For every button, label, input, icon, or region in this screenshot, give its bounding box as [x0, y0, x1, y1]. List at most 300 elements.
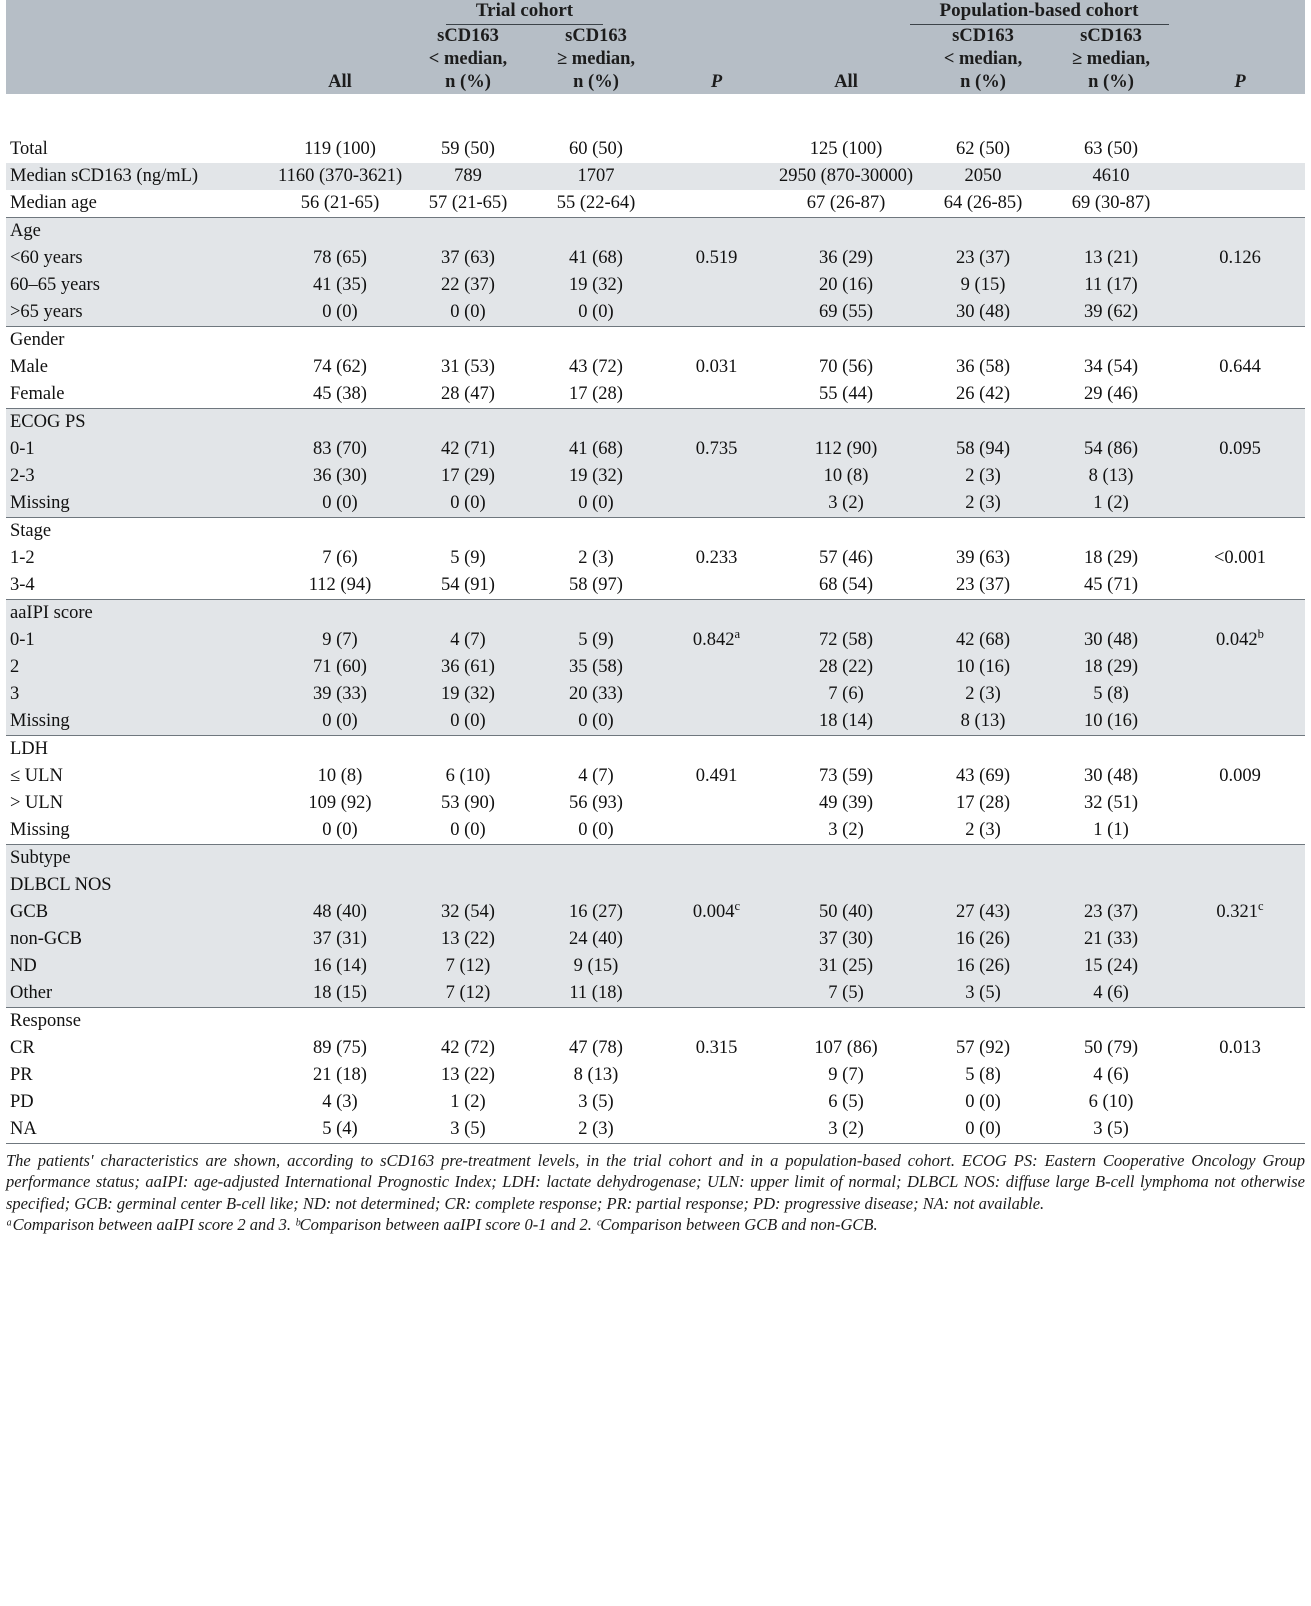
- row-cell: 39 (62): [1047, 299, 1175, 327]
- row-cell: 7 (12): [404, 980, 532, 1008]
- row-cell: 2950 (870-30000): [773, 163, 919, 190]
- row-label: 60–65 years: [6, 272, 276, 299]
- column-header-trial-all: All: [276, 25, 404, 94]
- row-cell: 15 (24): [1047, 953, 1175, 980]
- row-cell: 0.009: [1175, 763, 1305, 790]
- row-cell: [532, 327, 660, 355]
- row-cell: [919, 409, 1047, 437]
- row-cell: 107 (86): [773, 1035, 919, 1062]
- row-cell: 26 (42): [919, 381, 1047, 409]
- row-cell: [1175, 381, 1305, 409]
- row-cell: 50 (40): [773, 899, 919, 926]
- row-cell: 7 (12): [404, 953, 532, 980]
- row-cell: 17 (29): [404, 463, 532, 490]
- table-row: [6, 272, 1305, 299]
- row-cell: [660, 872, 773, 899]
- row-cell: [1175, 327, 1305, 355]
- row-cell: [1047, 218, 1175, 246]
- row-label: Median age: [6, 190, 276, 218]
- row-cell: 6 (5): [773, 1089, 919, 1116]
- row-cell: <0.001: [1175, 545, 1305, 572]
- row-cell: [404, 218, 532, 246]
- row-cell: 13 (22): [404, 926, 532, 953]
- row-label: Total: [6, 136, 276, 163]
- row-label: Missing: [6, 817, 276, 845]
- row-cell: 1 (2): [404, 1089, 532, 1116]
- row-cell: [1175, 1116, 1305, 1143]
- row-cell: 39 (33): [276, 681, 404, 708]
- row-cell: [660, 1062, 773, 1089]
- table-row: [6, 545, 1305, 572]
- row-cell: 7 (6): [276, 545, 404, 572]
- row-cell: [660, 1008, 773, 1036]
- row-cell: 112 (94): [276, 572, 404, 600]
- group-header-trial: Trial cohort: [276, 0, 773, 25]
- row-cell: [1175, 1062, 1305, 1089]
- column-header-population-below-median: sCD163 < median, n (%): [919, 25, 1047, 94]
- table-row: [6, 627, 1305, 654]
- row-cell: 7 (5): [773, 980, 919, 1008]
- group-header-population: Population-based cohort: [773, 0, 1305, 25]
- row-cell: 2 (3): [532, 545, 660, 572]
- row-cell: 10 (8): [773, 463, 919, 490]
- table-row: [6, 1116, 1305, 1143]
- group-header-row: [6, 0, 1305, 25]
- row-cell: 24 (40): [532, 926, 660, 953]
- row-cell: [532, 409, 660, 437]
- row-cell: [660, 600, 773, 628]
- row-cell: 8 (13): [1047, 463, 1175, 490]
- row-label: GCB: [6, 899, 276, 926]
- row-cell: 3 (2): [773, 490, 919, 518]
- row-cell: 3 (2): [773, 1116, 919, 1143]
- row-cell: [532, 218, 660, 246]
- row-cell: [532, 600, 660, 628]
- row-cell: [660, 654, 773, 681]
- row-cell: 2050: [919, 163, 1047, 190]
- row-cell: [1175, 845, 1305, 873]
- row-cell: 13 (21): [1047, 245, 1175, 272]
- row-label: 0-1: [6, 436, 276, 463]
- table-row: [6, 600, 1305, 628]
- row-cell: 41 (35): [276, 272, 404, 299]
- row-cell: 36 (61): [404, 654, 532, 681]
- row-cell: 0 (0): [276, 708, 404, 736]
- row-cell: 0.842$^a$: [660, 627, 773, 654]
- row-cell: [404, 409, 532, 437]
- row-cell: 1 (1): [1047, 817, 1175, 845]
- row-cell: 74 (62): [276, 354, 404, 381]
- row-cell: 28 (47): [404, 381, 532, 409]
- row-cell: 1160 (370-3621): [276, 163, 404, 190]
- row-cell: 17 (28): [532, 381, 660, 409]
- table-row: [6, 409, 1305, 437]
- row-cell: [1175, 736, 1305, 764]
- table-row: [6, 654, 1305, 681]
- row-cell: [660, 736, 773, 764]
- row-cell: 49 (39): [773, 790, 919, 817]
- row-cell: 67 (26-87): [773, 190, 919, 218]
- row-cell: 21 (18): [276, 1062, 404, 1089]
- row-label: PD: [6, 1089, 276, 1116]
- row-cell: [660, 381, 773, 409]
- row-cell: 6 (10): [404, 763, 532, 790]
- row-cell: 55 (22-64): [532, 190, 660, 218]
- row-cell: 0.126: [1175, 245, 1305, 272]
- row-cell: 0 (0): [532, 708, 660, 736]
- row-cell: 72 (58): [773, 627, 919, 654]
- table-row: [6, 245, 1305, 272]
- row-cell: 2 (3): [919, 817, 1047, 845]
- row-cell: 2 (3): [919, 463, 1047, 490]
- column-header-trial-above-median: sCD163 ≥ median, n (%): [532, 25, 660, 94]
- table-footnote: [6, 1143, 1305, 1234]
- row-cell: [404, 327, 532, 355]
- row-cell: 0 (0): [404, 299, 532, 327]
- row-cell: 50 (79): [1047, 1035, 1175, 1062]
- row-cell: [1175, 190, 1305, 218]
- table-row: [6, 490, 1305, 518]
- row-cell: 125 (100): [773, 136, 919, 163]
- table-row: [6, 463, 1305, 490]
- row-cell: 5 (4): [276, 1116, 404, 1143]
- row-cell: 11 (18): [532, 980, 660, 1008]
- row-cell: 21 (33): [1047, 926, 1175, 953]
- row-cell: 0 (0): [532, 299, 660, 327]
- row-cell: [660, 163, 773, 190]
- row-cell: [1175, 790, 1305, 817]
- row-cell: 0 (0): [919, 1116, 1047, 1143]
- row-cell: [1175, 218, 1305, 246]
- footnote-marker: c: [1258, 899, 1264, 914]
- row-cell: [1175, 163, 1305, 190]
- row-cell: [660, 980, 773, 1008]
- row-cell: 68 (54): [773, 572, 919, 600]
- row-cell: 0 (0): [532, 490, 660, 518]
- row-cell: 3 (2): [773, 817, 919, 845]
- row-label: Gender: [6, 327, 276, 355]
- row-cell: [1175, 600, 1305, 628]
- row-cell: 48 (40): [276, 899, 404, 926]
- row-cell: 18 (29): [1047, 654, 1175, 681]
- row-label: 3: [6, 681, 276, 708]
- row-cell: [773, 600, 919, 628]
- table-row: [6, 980, 1305, 1008]
- row-cell: [773, 1008, 919, 1036]
- row-cell: 83 (70): [276, 436, 404, 463]
- row-cell: [1175, 490, 1305, 518]
- row-cell: 31 (53): [404, 354, 532, 381]
- row-cell: 0.004$^c$: [660, 899, 773, 926]
- row-cell: 89 (75): [276, 1035, 404, 1062]
- row-cell: [660, 327, 773, 355]
- row-cell: 58 (94): [919, 436, 1047, 463]
- row-cell: 45 (71): [1047, 572, 1175, 600]
- row-cell: [660, 518, 773, 546]
- row-cell: 119 (100): [276, 136, 404, 163]
- row-cell: 789: [404, 163, 532, 190]
- row-cell: 4 (7): [532, 763, 660, 790]
- row-cell: 23 (37): [1047, 899, 1175, 926]
- row-cell: 9 (7): [773, 1062, 919, 1089]
- row-label: Missing: [6, 708, 276, 736]
- row-cell: 3 (5): [919, 980, 1047, 1008]
- row-cell: 36 (30): [276, 463, 404, 490]
- row-cell: 64 (26-85): [919, 190, 1047, 218]
- header-spacer-cell: [6, 94, 1305, 136]
- row-cell: [532, 736, 660, 764]
- table-row: [6, 926, 1305, 953]
- row-cell: [660, 845, 773, 873]
- row-cell: [1047, 409, 1175, 437]
- row-cell: 58 (97): [532, 572, 660, 600]
- row-cell: 18 (29): [1047, 545, 1175, 572]
- row-cell: [660, 708, 773, 736]
- row-cell: 10 (16): [919, 654, 1047, 681]
- row-cell: 42 (68): [919, 627, 1047, 654]
- table-row: [6, 190, 1305, 218]
- row-cell: 63 (50): [1047, 136, 1175, 163]
- row-cell: 31 (25): [773, 953, 919, 980]
- row-cell: 62 (50): [919, 136, 1047, 163]
- row-cell: 0 (0): [532, 817, 660, 845]
- row-cell: 0 (0): [276, 299, 404, 327]
- row-cell: 29 (46): [1047, 381, 1175, 409]
- row-cell: 0.233: [660, 545, 773, 572]
- table-row: [6, 136, 1305, 163]
- row-cell: 32 (51): [1047, 790, 1175, 817]
- row-label: > ULN: [6, 790, 276, 817]
- row-cell: [1175, 953, 1305, 980]
- row-cell: 42 (71): [404, 436, 532, 463]
- row-cell: 0 (0): [404, 490, 532, 518]
- row-cell: 22 (37): [404, 272, 532, 299]
- row-cell: 8 (13): [532, 1062, 660, 1089]
- row-label: ND: [6, 953, 276, 980]
- row-cell: 41 (68): [532, 436, 660, 463]
- row-cell: 36 (29): [773, 245, 919, 272]
- row-label: Other: [6, 980, 276, 1008]
- row-cell: 2 (3): [919, 490, 1047, 518]
- row-cell: [1047, 518, 1175, 546]
- row-cell: [1175, 708, 1305, 736]
- table-row: [6, 845, 1305, 873]
- row-cell: 37 (63): [404, 245, 532, 272]
- row-cell: 0.315: [660, 1035, 773, 1062]
- table-row: [6, 218, 1305, 246]
- row-cell: [276, 218, 404, 246]
- row-cell: [404, 845, 532, 873]
- table-row: [6, 681, 1305, 708]
- row-cell: 8 (13): [919, 708, 1047, 736]
- table-row: [6, 763, 1305, 790]
- row-cell: 0.042$^b$: [1175, 627, 1305, 654]
- row-cell: [660, 463, 773, 490]
- row-cell: [276, 409, 404, 437]
- row-cell: [660, 953, 773, 980]
- row-label: NA: [6, 1116, 276, 1143]
- row-cell: 16 (26): [919, 953, 1047, 980]
- row-cell: 43 (69): [919, 763, 1047, 790]
- row-cell: 57 (46): [773, 545, 919, 572]
- row-cell: 56 (93): [532, 790, 660, 817]
- row-cell: [276, 1008, 404, 1036]
- row-cell: [1175, 572, 1305, 600]
- row-cell: 54 (91): [404, 572, 532, 600]
- row-cell: 39 (63): [919, 545, 1047, 572]
- row-cell: 42 (72): [404, 1035, 532, 1062]
- row-cell: 10 (16): [1047, 708, 1175, 736]
- row-cell: 57 (21-65): [404, 190, 532, 218]
- row-cell: [1175, 463, 1305, 490]
- table-row: [6, 953, 1305, 980]
- column-header-blank: [6, 25, 276, 94]
- row-label: Missing: [6, 490, 276, 518]
- column-header-population-all: All: [773, 25, 919, 94]
- footnote-notes: ᵃComparison between aaIPI score 2 and 3. ᵇComparison between aaIPI score 0-1 and 2. ᶜComparison between GCB and non-GCB.: [6, 1214, 878, 1234]
- row-cell: 30 (48): [1047, 627, 1175, 654]
- row-cell: 30 (48): [919, 299, 1047, 327]
- row-cell: [773, 409, 919, 437]
- table-row: [6, 436, 1305, 463]
- row-cell: 0 (0): [404, 708, 532, 736]
- row-cell: 16 (14): [276, 953, 404, 980]
- table-row: [6, 572, 1305, 600]
- row-cell: [773, 518, 919, 546]
- row-cell: [919, 600, 1047, 628]
- row-cell: [404, 1008, 532, 1036]
- row-label: DLBCL NOS: [6, 872, 276, 899]
- row-cell: 43 (72): [532, 354, 660, 381]
- row-cell: 28 (22): [773, 654, 919, 681]
- row-label: ≤ ULN: [6, 763, 276, 790]
- row-cell: [276, 736, 404, 764]
- row-cell: [404, 872, 532, 899]
- row-cell: 9 (15): [919, 272, 1047, 299]
- row-cell: 0.013: [1175, 1035, 1305, 1062]
- row-cell: 13 (22): [404, 1062, 532, 1089]
- row-cell: 27 (43): [919, 899, 1047, 926]
- row-cell: [1175, 654, 1305, 681]
- row-cell: [660, 409, 773, 437]
- row-cell: 0 (0): [276, 490, 404, 518]
- row-cell: [532, 872, 660, 899]
- row-cell: 71 (60): [276, 654, 404, 681]
- group-header-blank: [6, 0, 276, 25]
- row-cell: 37 (31): [276, 926, 404, 953]
- footnote-text: The patients' characteristics are shown, according to sCD163 pre-treatment levels, in the trial cohort and in a population-based cohort. ECOG PS: Eastern Cooperative Oncology Group performance status; aaIPI: age-adjusted International Prognostic Index; LDH: lactate dehydrogenase; ULN: upper limit of normal; DLBCL NOS: diffuse large B-cell lymphoma not otherwise specified; GCB: germinal center B-cell like; ND: not determined; CR: complete response; PR: partial response; PD: progressive disease; NA: not available.: [6, 1151, 1305, 1213]
- row-cell: 2 (3): [919, 681, 1047, 708]
- footnote-marker: c: [734, 899, 741, 914]
- row-cell: [660, 272, 773, 299]
- row-cell: [1175, 518, 1305, 546]
- row-cell: [1175, 926, 1305, 953]
- row-cell: 5 (9): [532, 627, 660, 654]
- row-cell: [660, 817, 773, 845]
- row-cell: [532, 845, 660, 873]
- characteristics-table: [6, 0, 1305, 1143]
- row-cell: [1175, 817, 1305, 845]
- row-cell: [660, 218, 773, 246]
- row-cell: [919, 1008, 1047, 1036]
- row-label: 0-1: [6, 627, 276, 654]
- row-cell: 54 (86): [1047, 436, 1175, 463]
- row-cell: [276, 327, 404, 355]
- row-cell: 37 (30): [773, 926, 919, 953]
- row-label: <60 years: [6, 245, 276, 272]
- row-cell: 10 (8): [276, 763, 404, 790]
- row-cell: 16 (27): [532, 899, 660, 926]
- row-cell: 4610: [1047, 163, 1175, 190]
- row-cell: 5 (9): [404, 545, 532, 572]
- table-body: [6, 94, 1305, 1143]
- row-label: 1-2: [6, 545, 276, 572]
- row-cell: 4 (6): [1047, 1062, 1175, 1089]
- row-cell: [532, 1008, 660, 1036]
- row-cell: [660, 1116, 773, 1143]
- row-cell: [660, 136, 773, 163]
- table-row: [6, 708, 1305, 736]
- row-label: Female: [6, 381, 276, 409]
- row-cell: [276, 872, 404, 899]
- row-label: ECOG PS: [6, 409, 276, 437]
- table-row: [6, 354, 1305, 381]
- row-cell: 17 (28): [919, 790, 1047, 817]
- row-cell: 56 (21-65): [276, 190, 404, 218]
- row-cell: 9 (15): [532, 953, 660, 980]
- row-cell: 19 (32): [532, 463, 660, 490]
- row-cell: 78 (65): [276, 245, 404, 272]
- row-cell: 73 (59): [773, 763, 919, 790]
- row-label: Response: [6, 1008, 276, 1036]
- row-cell: [532, 518, 660, 546]
- row-label: CR: [6, 1035, 276, 1062]
- row-label: Male: [6, 354, 276, 381]
- row-cell: 41 (68): [532, 245, 660, 272]
- row-cell: 19 (32): [404, 681, 532, 708]
- row-cell: 0.321$^c$: [1175, 899, 1305, 926]
- row-cell: 1707: [532, 163, 660, 190]
- row-cell: [1047, 327, 1175, 355]
- row-cell: 0 (0): [404, 817, 532, 845]
- row-cell: 23 (37): [919, 572, 1047, 600]
- row-cell: 9 (7): [276, 627, 404, 654]
- row-cell: 47 (78): [532, 1035, 660, 1062]
- row-cell: [1047, 872, 1175, 899]
- row-cell: 112 (90): [773, 436, 919, 463]
- row-cell: 1 (2): [1047, 490, 1175, 518]
- row-cell: [404, 736, 532, 764]
- row-cell: 3 (5): [532, 1089, 660, 1116]
- table-row: [6, 790, 1305, 817]
- row-cell: 18 (15): [276, 980, 404, 1008]
- row-cell: 109 (92): [276, 790, 404, 817]
- row-cell: 0.031: [660, 354, 773, 381]
- row-cell: [660, 1089, 773, 1116]
- table-row: [6, 327, 1305, 355]
- table-row: [6, 899, 1305, 926]
- row-cell: [773, 845, 919, 873]
- row-cell: [404, 518, 532, 546]
- row-cell: [1047, 736, 1175, 764]
- row-cell: 55 (44): [773, 381, 919, 409]
- row-cell: 3 (5): [404, 1116, 532, 1143]
- column-header-trial-below-median: sCD163 < median, n (%): [404, 25, 532, 94]
- table-row: [6, 163, 1305, 190]
- row-cell: [919, 518, 1047, 546]
- row-cell: 35 (58): [532, 654, 660, 681]
- row-cell: 0.644: [1175, 354, 1305, 381]
